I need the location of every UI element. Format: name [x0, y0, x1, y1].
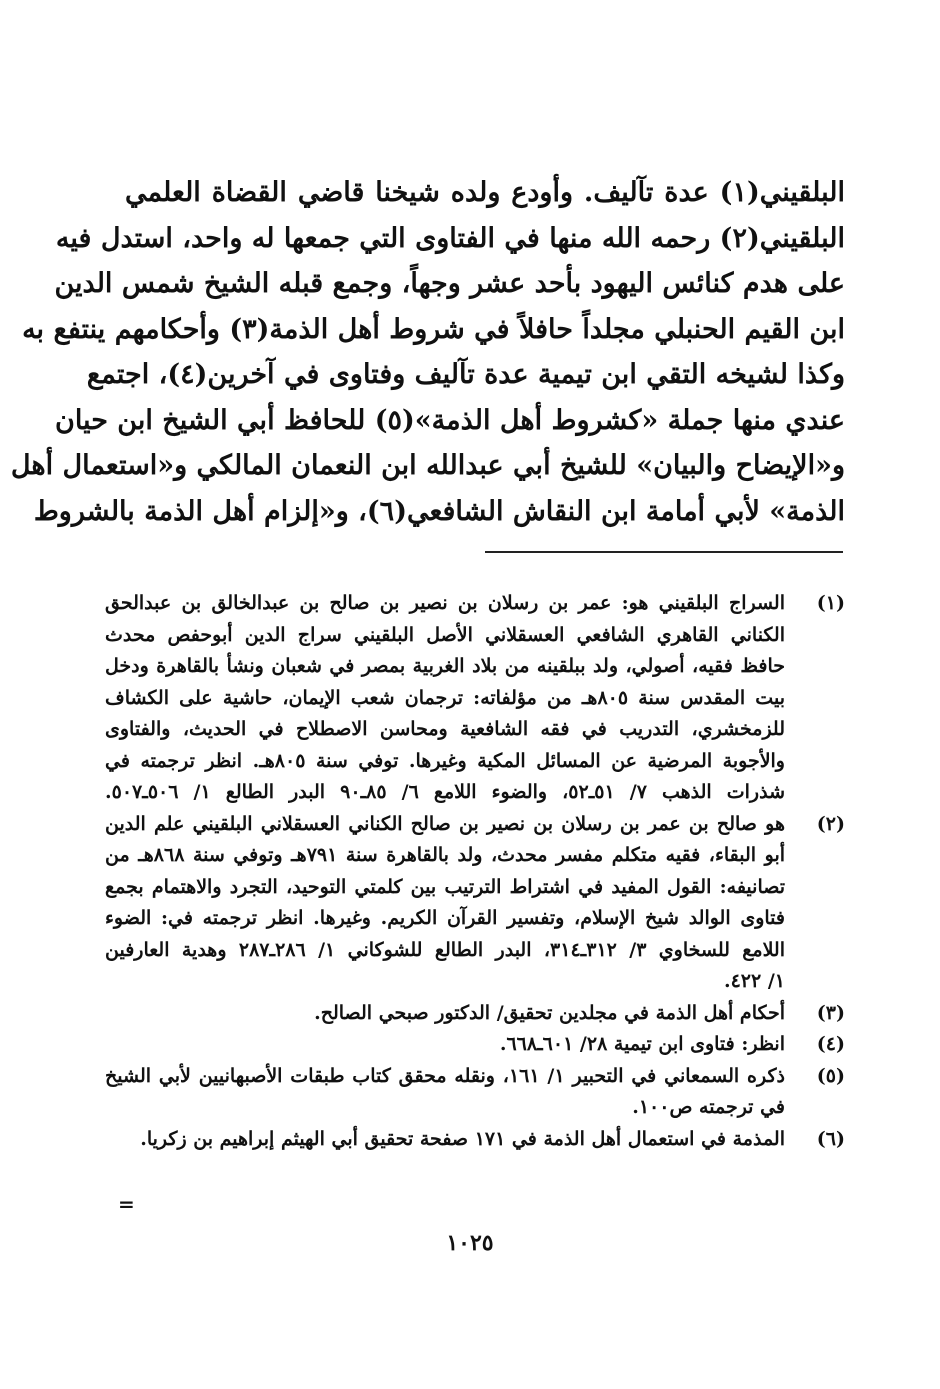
footnote-number: (١): [816, 592, 845, 614]
footnote-6: [105, 1124, 845, 1156]
main-line: ابن القيم الحنبلي مجلداً حافلاً في شروط أهل الذمة(٣) وأحكامهم ينتفع به: [22, 313, 845, 345]
footnote-1: [105, 588, 845, 809]
footnote-line: فتاوى الوالد شيخ الإسلام، وتفسير القرآن الكريم. وغيرها. انظر ترجمته في: الضوء: [105, 907, 785, 929]
footnote-line: للزمخشري، التدريب في فقه الشافعية ومحاسن الاصطلاح في الحديث، والفتاوى: [105, 718, 785, 740]
main-line: الذمة» لأبي أمامة ابن النقاش الشافعي(٦)، و«إلزام أهل الذمة بالشروط: [33, 495, 845, 527]
continuation-mark: =: [118, 1192, 135, 1216]
footnote-line: هو صالح بن عمر بن رسلان بن نصير بن صالح الكناني العسقلاني البلقيني علم الدين: [105, 812, 785, 835]
footnote-number: (٤): [816, 1033, 845, 1055]
footnote-2: [105, 809, 845, 998]
footnote-line: انظر: فتاوى ابن تيمية ٢٨/ ٦٠١ـ٦٦٨.: [499, 1033, 785, 1055]
footnote-line: المذمة في استعمال أهل الذمة في ١٧١ صفحة تحقيق أبي الهيثم إبراهيم بن زكريا.: [140, 1127, 785, 1150]
footnote-number: (٦): [816, 1127, 845, 1150]
footnote-line: حافظ فقيه، أصولي، ولد ببلقينه من بلاد الغربية بمصر في شعبان ونشأ بالقاهرة ودخل: [105, 655, 785, 677]
footnote-line: ذكره السمعاني في التحبير ١/ ١٦١، ونقله محقق كتاب طبقات الأصبهانيين لأبي الشيخ: [105, 1064, 785, 1087]
footnote-line: اللامع للسخاوي ٣/ ٣١٢ـ٣١٤، البدر الطالع للشوكاني ١/ ٢٨٦ـ٢٨٧ وهدية العارفين: [105, 938, 785, 961]
footnote-number: (٢): [816, 812, 845, 835]
footnote-separator: [485, 551, 843, 553]
footnote-line: تصانيفه: القول المفيد في اشتراط الترتيب بين كلمتي التوحيد، التجرد والاهتمام بجمع: [105, 875, 785, 898]
main-line: عندي منها جملة «كشروط أهل الذمة»(٥) للحافظ أبي الشيخ ابن حيان: [55, 404, 845, 436]
footnote-line: ١/ ٤٢٢.: [723, 970, 785, 992]
main-line: وكذا لشيخه التقي ابن تيمية عدة تآليف وفتاوى في آخرين(٤)، اجتمع: [86, 359, 845, 390]
footnote-line: شذرات الذهب ٧/ ٥١ـ٥٢، والضوء اللامع ٦/ ٨٥ـ٩٠ البدر الطالع ١/ ٥٠٦ـ٥٠٧.: [105, 781, 785, 803]
footnote-number: (٣): [816, 1001, 845, 1024]
footnote-line: السراج البلقيني هو: عمر بن رسلان بن نصير بن صالح بن عبدالخالق بن عبدالحق: [105, 592, 785, 614]
footnote-4: [105, 1029, 845, 1061]
footnote-5: [105, 1061, 845, 1124]
footnote-line: أبو البقاء، فقيه متكلم مفسر محدث، ولد بالقاهرة سنة ٧٩١هـ وتوفي سنة ٨٦٨هـ من: [105, 844, 786, 866]
footnote-line: بيت المقدس سنة ٨٠٥هـ من مؤلفاته: ترجمان شعب الإيمان، حاشية على الكشاف: [105, 686, 785, 709]
page-number: ١٠٢٥: [446, 1230, 494, 1256]
footnotes: [105, 588, 845, 1155]
footnote-line: في ترجمته ص١٠٠.: [632, 1096, 785, 1118]
main-line: على هدم كنائس اليهود بأحد عشر وجهاً، وجمع قبله الشيخ شمس الدين: [54, 268, 845, 299]
main-line: البلقيني(٢) رحمه الله منها في الفتاوى التي جمعها له واحد، استدل فيه: [55, 222, 845, 254]
main-text: [10, 170, 845, 534]
footnote-line: والأجوبة المرضية عن المسائل المكية وغيرها. توفي سنة ٨٠٥هـ. انظر ترجمته في: [105, 749, 785, 772]
footnote-line: أحكام أهل الذمة في مجلدين تحقيق/ الدكتور صبحي الصالح.: [314, 1001, 785, 1024]
main-line: البلقيني(١) عدة تآليف. وأودع ولده شيخنا قاضي القضاة العلمي: [125, 177, 845, 208]
footnote-line: الكناني القاهري الشافعي العسقلاني الأصل البلقيني سراج الدين أبوحفص محدث: [105, 623, 785, 646]
footnote-3: [105, 998, 845, 1030]
main-line: و«الإيضاح والبيان» للشيخ أبي عبدالله ابن النعمان المالكي و«استعمال أهل: [10, 450, 845, 481]
footnote-number: (٥): [816, 1064, 845, 1087]
